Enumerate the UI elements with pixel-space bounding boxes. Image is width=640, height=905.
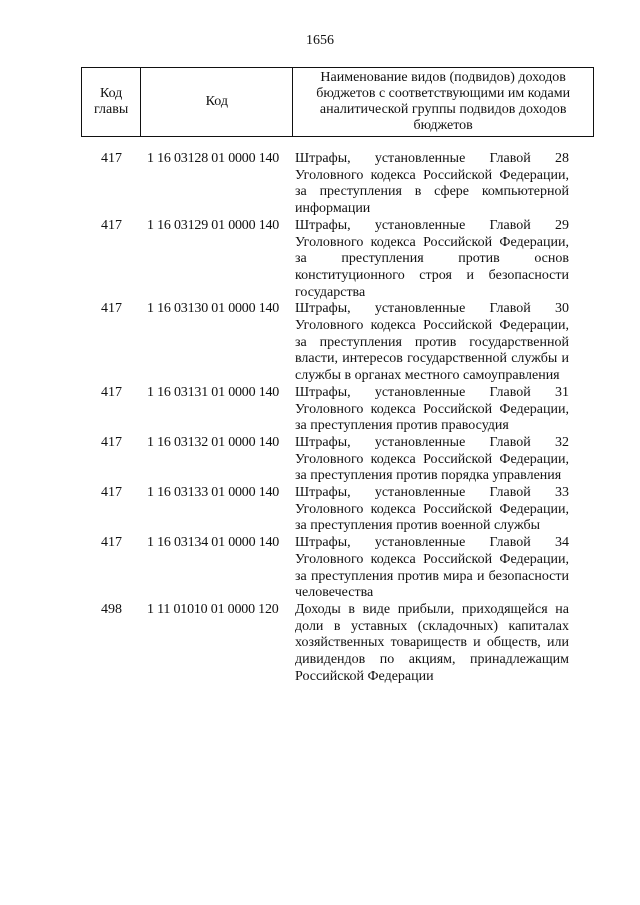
table-row <box>81 435 594 485</box>
revenue-name: Штрафы, установленные Главой 30 Уголовного кодекса Российской Федерации, за преступления против государственной власти, интересов государственной службы и службы в органах местного самоуправления <box>295 301 569 384</box>
revenue-name: Доходы в виде прибыли, приходящейся на доли в уставных (складочных) капиталах хозяйственных товариществ и обществ, или дивидендов по акциям, принадлежащим Российской Федерации <box>295 601 569 684</box>
table-header <box>81 67 594 137</box>
budget-code: 1 16 03128 01 0000 140 <box>147 151 280 166</box>
revenue-name: Штрафы, установленные Главой 31 Уголовного кодекса Российской Федерации, за преступления против правосудия <box>295 384 569 434</box>
budget-code: 1 16 03132 01 0000 140 <box>147 434 280 450</box>
revenue-name: Штрафы, установленные Главой 34 Уголовного кодекса Российской Федерации, за преступления против мира и безопасности человечества <box>295 535 569 601</box>
page-number: 1656 <box>306 33 334 48</box>
budget-code: 1 16 03131 01 0000 140 <box>147 384 280 400</box>
header-revenue-name: Наименование видов (подвидов) доходов бюджетов с соответствующими им кодами аналитической группы подвидов доходов бюджетов <box>293 68 594 137</box>
chapter-code: 417 <box>101 535 122 551</box>
table-row <box>81 385 594 435</box>
budget-code: 1 11 01010 01 0000 120 <box>147 601 279 617</box>
revenue-name: Штрафы, установленные Главой 28 Уголовного кодекса Российской Федерации, за преступления в сфере компьютерной информации <box>295 151 569 217</box>
header-code: Код <box>141 68 293 137</box>
revenue-name: Штрафы, установленные Главой 29 Уголовного кодекса Российской Федерации, за преступления против основ конституционного строя и безопасности государства <box>295 217 569 300</box>
table-row <box>81 535 594 602</box>
chapter-code: 498 <box>101 601 122 617</box>
chapter-code: 417 <box>101 384 122 400</box>
table-row <box>81 485 594 535</box>
table-row <box>81 301 594 385</box>
table-row <box>81 151 594 218</box>
chapter-code: 417 <box>101 217 122 233</box>
chapter-code: 417 <box>101 301 122 317</box>
revenue-name: Штрафы, установленные Главой 33 Уголовного кодекса Российской Федерации, за преступления против военной службы <box>295 485 569 534</box>
header-chapter-code: Код главы <box>82 68 141 137</box>
chapter-code: 417 <box>101 485 122 501</box>
budget-code: 1 16 03130 01 0000 140 <box>147 301 280 317</box>
budget-code: 1 16 03134 01 0000 140 <box>147 535 280 551</box>
table-row <box>81 602 594 686</box>
revenue-code-list <box>81 151 594 686</box>
revenue-name: Штрафы, установленные Главой 32 Уголовного кодекса Российской Федерации, за преступления против порядка управления <box>295 434 569 484</box>
chapter-code: 417 <box>101 434 122 450</box>
table-row <box>81 218 594 302</box>
budget-code: 1 16 03133 01 0000 140 <box>147 485 280 501</box>
budget-code: 1 16 03129 01 0000 140 <box>147 217 280 233</box>
chapter-code: 417 <box>101 151 122 166</box>
